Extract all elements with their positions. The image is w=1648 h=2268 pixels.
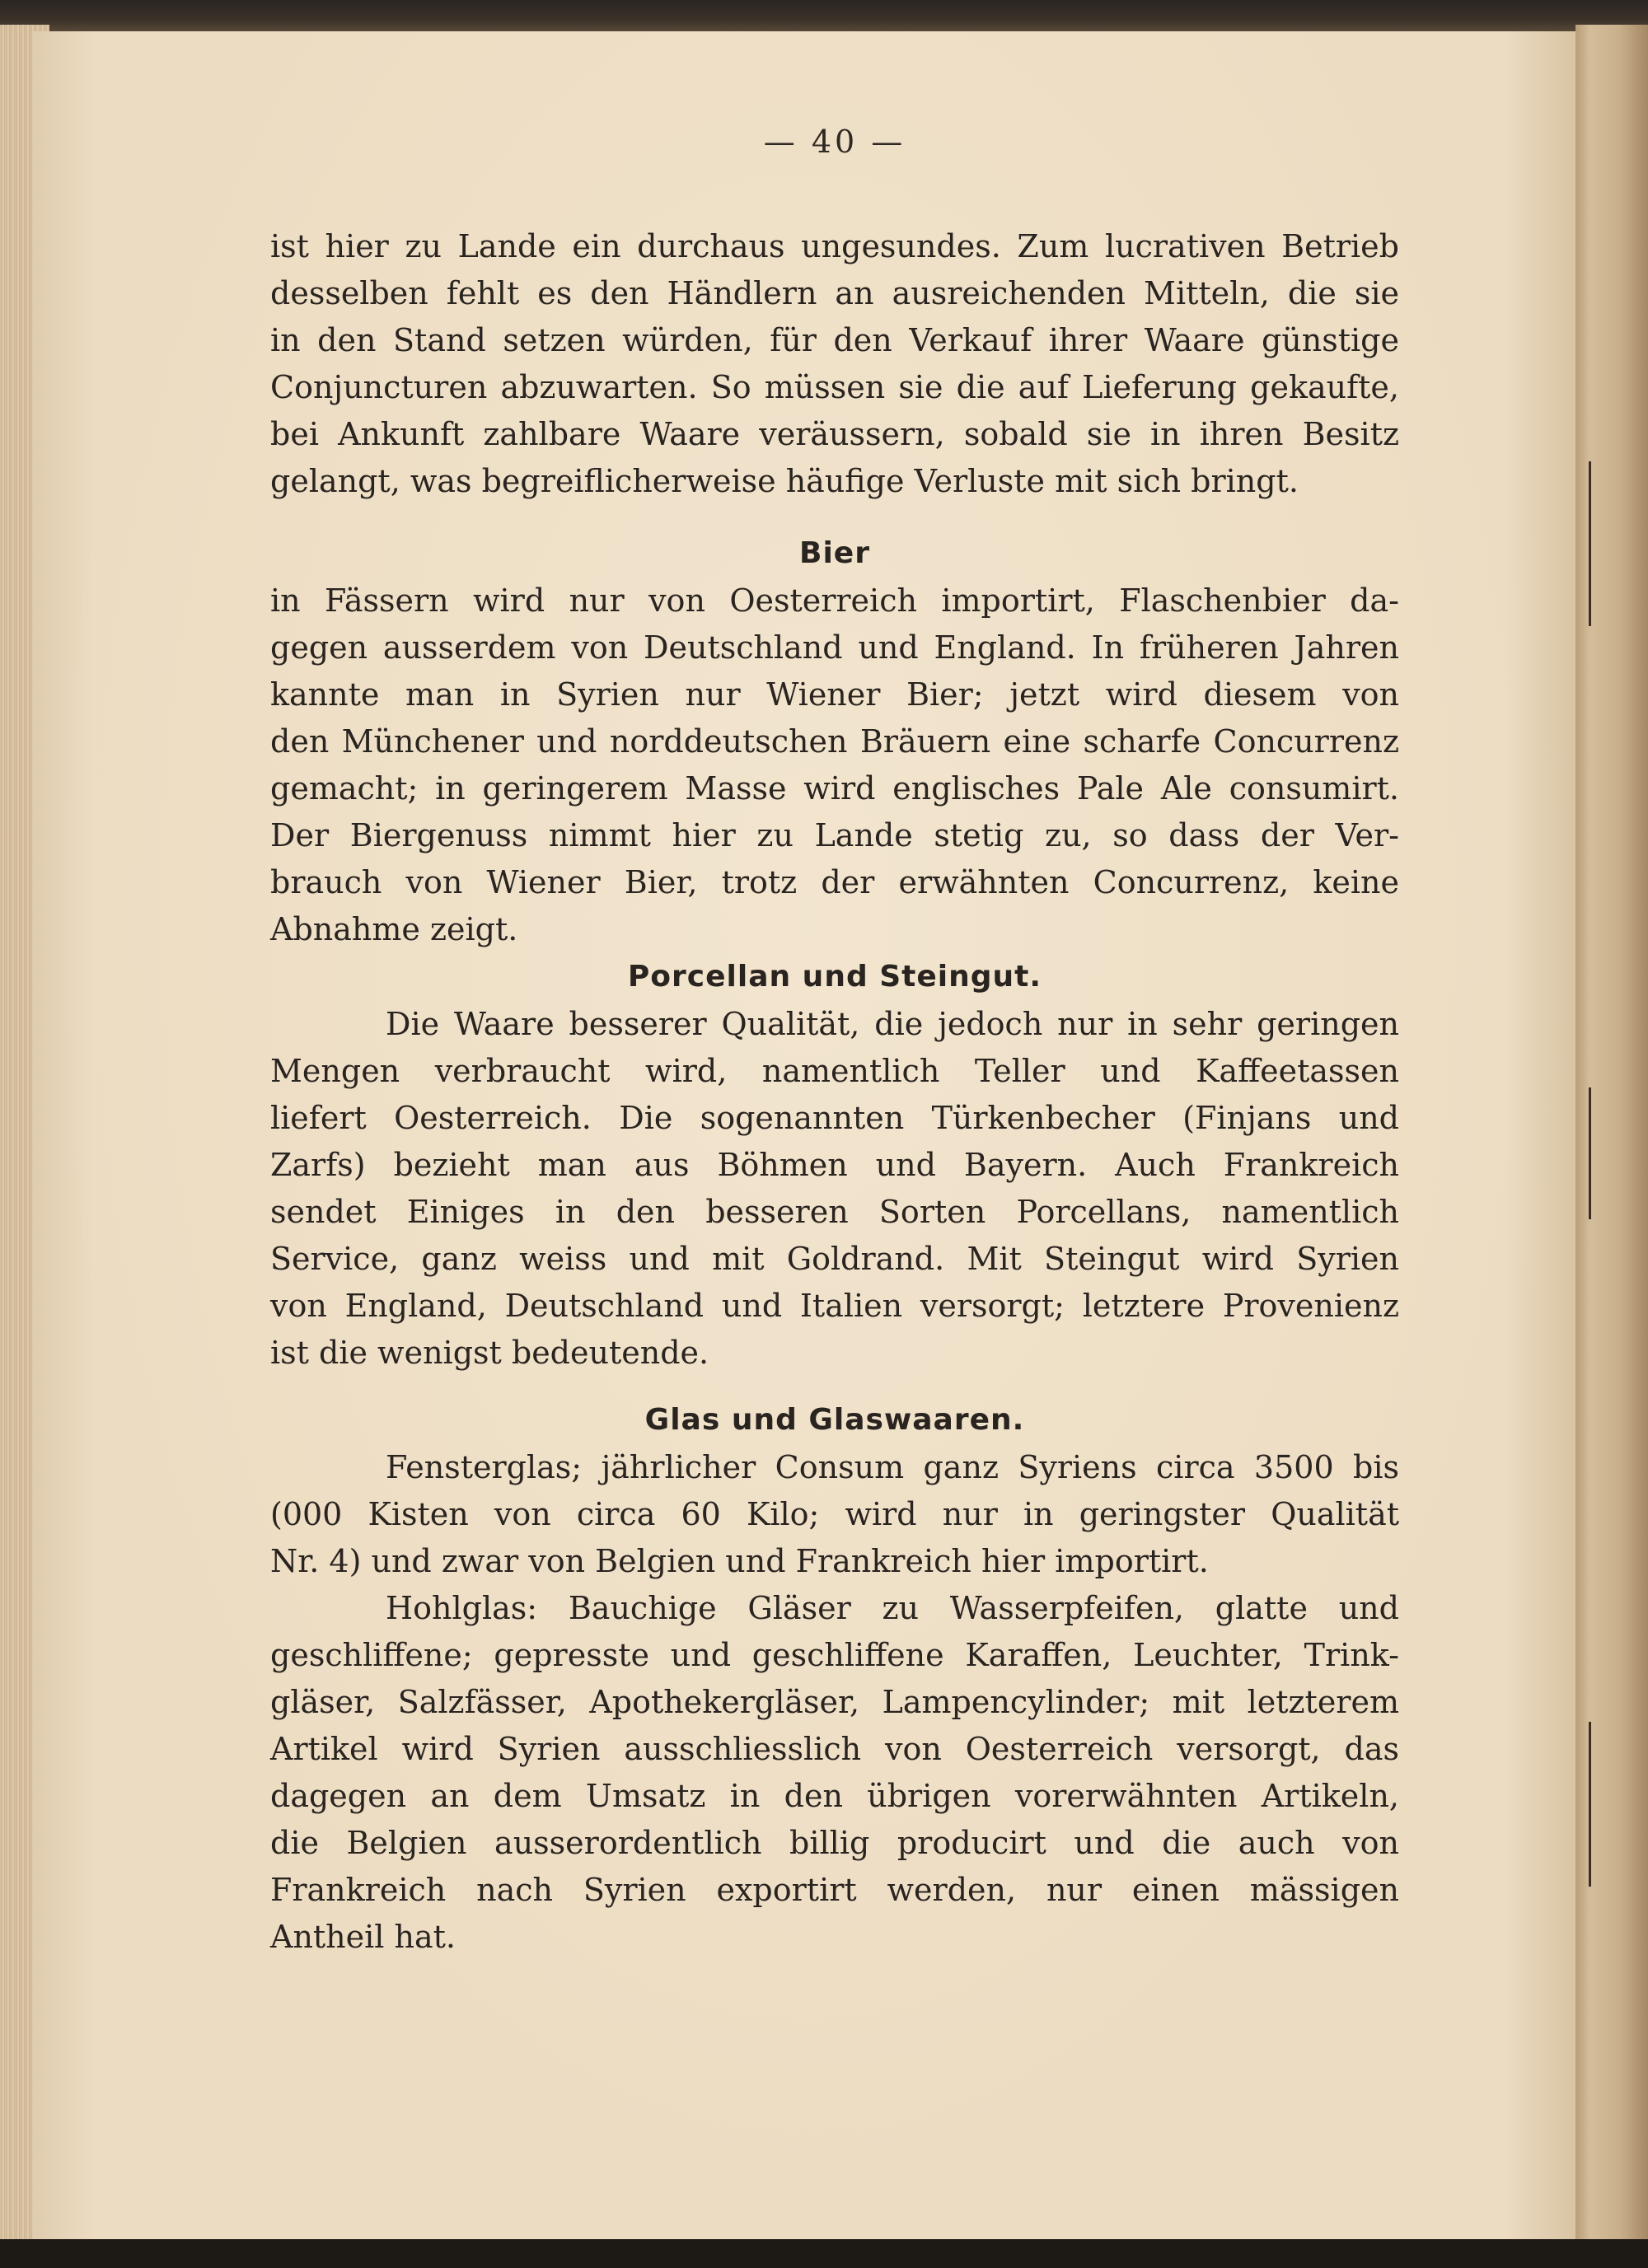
text-line: brauch von Wiener Bier, trotz der erwähnten Concurrenz, keine (270, 864, 1399, 900)
section-heading-glas: Glas und Glaswaaren. (644, 1403, 1025, 1437)
text-line: Die Waare besserer Qualität, die jedoch nur in sehr geringen (386, 1006, 1399, 1042)
text-line: kannte man in Syrien nur Wiener Bier; jetzt wird diesem von (270, 676, 1399, 713)
cover-mark (1589, 461, 1591, 626)
section-heading-porcellan: Porcellan und Steingut. (627, 960, 1042, 994)
text-line: Artikel wird Syrien ausschliesslich von Oesterreich versorgt, das (270, 1731, 1399, 1767)
text-line: Service, ganz weiss und mit Goldrand. Mit Steingut wird Syrien (270, 1241, 1399, 1277)
text-line: ist die wenigst bedeutende. (270, 1335, 709, 1371)
cover-edge (1575, 25, 1648, 2249)
text-line: dagegen an dem Umsatz in den übrigen vorerwähnten Artikeln, (270, 1778, 1399, 1814)
text-line: ist hier zu Lande ein durchaus ungesundes. Zum lucrativen Betrieb (270, 228, 1399, 264)
text-line: Frankreich nach Syrien exportirt werden, nur einen mässigen (270, 1872, 1399, 1908)
cover-mark (1589, 1722, 1591, 1887)
text-line: Nr. 4) und zwar von Belgien und Frankreich hier importirt. (270, 1543, 1209, 1579)
text-line: desselben fehlt es den Händlern an ausreichenden Mitteln, die sie (270, 275, 1399, 311)
scan-border-top (0, 0, 1648, 33)
text-line: bei Ankunft zahlbare Waare veräussern, sobald sie in ihren Besitz (270, 416, 1399, 452)
text-line: liefert Oesterreich. Die sogenannten Türkenbecher (Finjans und (270, 1100, 1399, 1136)
text-line: Der Biergenuss nimmt hier zu Lande stetig zu, so dass der Ver- (270, 817, 1399, 853)
text-line: die Belgien ausserordentlich billig producirt und die auch von (270, 1825, 1399, 1861)
text-line: Antheil hat. (270, 1919, 456, 1955)
text-line: sendet Einiges in den besseren Sorten Porcellans, namentlich (270, 1194, 1399, 1230)
text-line: gelangt, was begreiflicherweise häufige Verluste mit sich bringt. (270, 463, 1299, 499)
text-line: in Fässern wird nur von Oesterreich importirt, Flaschenbier da- (270, 582, 1399, 619)
text-line: gemacht; in geringerem Masse wird englisches Pale Ale consumirt. (270, 770, 1399, 807)
text-line: geschliffene; gepresste und geschliffene Karaffen, Leuchter, Trink- (270, 1637, 1399, 1673)
text-line: Hohlglas: Bauchige Gläser zu Wasserpfeifen, glatte und (386, 1590, 1399, 1626)
text-line: (000 Kisten von circa 60 Kilo; wird nur in geringster Qualität (270, 1496, 1399, 1532)
text-line: Conjuncturen abzuwarten. So müssen sie die auf Lieferung gekaufte, (270, 369, 1399, 405)
text-line: gegen ausserdem von Deutschland und England. In früheren Jahren (270, 629, 1399, 666)
section-heading-bier: Bier (799, 536, 870, 570)
text-line: Fensterglas; jährlicher Consum ganz Syriens circa 3500 bis (386, 1449, 1399, 1485)
text-line: den Münchener und norddeutschen Bräuern eine scharfe Concurrenz (270, 723, 1399, 760)
text-line: Mengen verbraucht wird, namentlich Teller und Kaffeetassen (270, 1053, 1399, 1089)
text-line: Zarfs) bezieht man aus Böhmen und Bayern. Auch Frankreich (270, 1147, 1399, 1183)
cover-mark (1589, 1087, 1591, 1219)
page-number: — 40 — (763, 124, 906, 160)
text-line: Abnahme zeigt. (270, 911, 518, 947)
scan-border-bottom (0, 2239, 1648, 2268)
text-line: gläser, Salzfässer, Apothekergläser, Lampencylinder; mit letzterem (270, 1684, 1399, 1720)
text-line: in den Stand setzen würden, für den Verkauf ihrer Waare günstige (270, 322, 1399, 358)
text-line: von England, Deutschland und Italien versorgt; letztere Provenienz (270, 1288, 1399, 1324)
